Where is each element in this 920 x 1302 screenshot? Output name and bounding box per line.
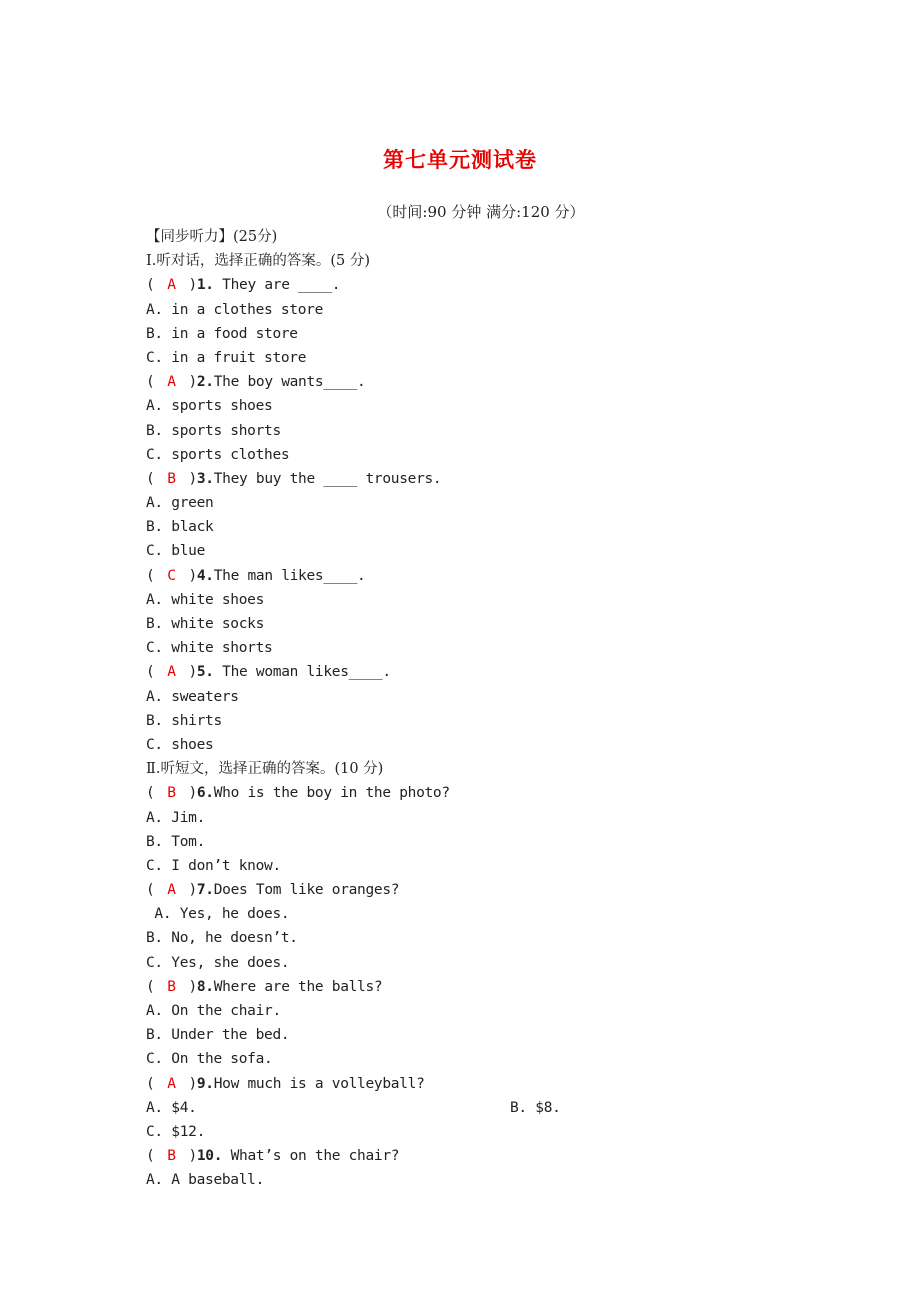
option-text: A. white shoes	[146, 591, 265, 608]
option-text: C. $12.	[146, 1123, 206, 1140]
answer-bracket-close: )	[188, 1148, 197, 1165]
answer-bracket-close: )	[188, 785, 197, 802]
option-text: B. Tom.	[146, 833, 206, 850]
option-text: A. Jim.	[146, 809, 206, 826]
option-text: B. black	[146, 519, 214, 536]
exam-content	[146, 225, 786, 1193]
option-text: A. green	[146, 495, 214, 512]
question-number: 5.	[196, 664, 214, 681]
part2-questions	[146, 781, 786, 1192]
option-text: C. in a fruit store	[146, 349, 307, 366]
question-number: 7.	[196, 882, 214, 899]
option-text: A. sports shoes	[146, 398, 273, 415]
section-heading: 【同步听力】(25分)	[146, 229, 278, 245]
question-number: 8.	[196, 978, 214, 995]
question-stem: How much is a volleyball?	[213, 1075, 425, 1092]
question-line	[146, 975, 786, 999]
option-text: B. sports shorts	[146, 422, 281, 439]
part1-questions	[146, 273, 786, 757]
option-text: B. shirts	[146, 712, 222, 729]
option-text: A. $4.	[146, 1099, 197, 1116]
answer-key: B	[167, 978, 176, 995]
answer-key: A	[167, 374, 176, 391]
question-line	[146, 370, 786, 394]
option-text: C. On the sofa.	[146, 1051, 273, 1068]
question-line	[146, 878, 786, 902]
question-line	[146, 660, 786, 684]
answer-bracket-open: (	[146, 374, 155, 391]
answer-bracket-close: )	[188, 374, 197, 391]
question-stem: Does Tom like oranges?	[213, 882, 400, 899]
answer-key: B	[167, 785, 176, 802]
answer-bracket-open: (	[146, 882, 155, 899]
question-number: 4.	[196, 567, 214, 584]
question-line	[146, 273, 786, 297]
option-text: B. in a food store	[146, 325, 298, 342]
answer-bracket-close: )	[188, 567, 197, 584]
option-text: C. blue	[146, 543, 206, 560]
question-stem: They buy the ____ trousers.	[213, 470, 442, 487]
page-title: 第七单元测试卷	[383, 147, 537, 172]
question-number: 1.	[196, 277, 214, 294]
option-text: A. sweaters	[146, 688, 239, 705]
part2-heading: Ⅱ.听短文，选择正确的答案。(10 分)	[146, 761, 384, 778]
answer-bracket-open: (	[146, 664, 155, 681]
question-line	[146, 564, 786, 588]
option-text: B. $8.	[510, 1099, 561, 1116]
question-line	[146, 1072, 786, 1096]
answer-key: A	[167, 882, 176, 899]
question-line	[146, 781, 786, 805]
option-text: A. On the chair.	[146, 1003, 281, 1019]
answer-bracket-open: (	[146, 1075, 155, 1092]
answer-bracket-open: (	[146, 567, 155, 584]
answer-bracket-open: (	[146, 785, 155, 802]
answer-bracket-close: )	[188, 277, 197, 294]
option-text: A. in a clothes store	[146, 301, 324, 318]
answer-key: C	[167, 567, 176, 584]
option-text: C. sports clothes	[146, 446, 290, 463]
answer-key: B	[167, 1148, 176, 1165]
answer-key: A	[167, 277, 176, 294]
option-text: B. No, he doesn’t.	[146, 930, 298, 947]
part1-heading: Ⅰ.听对话，选择正确的答案。(5 分)	[146, 253, 370, 270]
answer-bracket-close: )	[188, 470, 197, 487]
option-text: C. Yes, she does.	[146, 954, 290, 971]
answer-bracket-open: (	[146, 1148, 155, 1165]
answer-bracket-open: (	[146, 470, 155, 487]
question-stem: Who is the boy in the photo?	[213, 785, 450, 802]
option-text: A. A baseball.	[146, 1172, 265, 1189]
exam-info: （时间:90 分钟 满分:120 分）	[377, 203, 585, 221]
answer-bracket-close: )	[188, 1075, 197, 1092]
option-text: A. Yes, he does.	[146, 906, 290, 923]
question-line	[146, 467, 786, 491]
question-stem: The woman likes____.	[213, 664, 391, 681]
answer-bracket-open: (	[146, 978, 155, 995]
option-text: B. white socks	[146, 616, 265, 632]
answer-bracket-close: )	[188, 882, 197, 899]
question-stem: Where are the balls?	[213, 978, 383, 995]
question-number: 3.	[196, 470, 214, 487]
answer-key: B	[167, 470, 176, 487]
question-line	[146, 1144, 786, 1168]
question-number: 9.	[196, 1075, 214, 1092]
option-text: C. white shorts	[146, 640, 273, 657]
question-number: 2.	[196, 374, 214, 391]
answer-bracket-close: )	[188, 664, 197, 681]
question-number: 6.	[196, 785, 214, 802]
option-text: C. I don’t know.	[146, 857, 281, 874]
question-stem: What’s on the chair?	[222, 1148, 400, 1165]
answer-key: A	[167, 664, 176, 681]
option-text: C. shoes	[146, 736, 214, 753]
answer-bracket-open: (	[146, 277, 155, 294]
answer-bracket-close: )	[188, 978, 197, 995]
question-stem: The man likes____.	[213, 567, 366, 584]
question-stem: The boy wants____.	[213, 374, 366, 391]
option-text: B. Under the bed.	[146, 1027, 290, 1044]
question-stem: They are ____.	[213, 277, 341, 294]
answer-key: A	[167, 1075, 176, 1092]
option-row	[146, 1096, 786, 1120]
question-number: 10.	[196, 1148, 223, 1165]
